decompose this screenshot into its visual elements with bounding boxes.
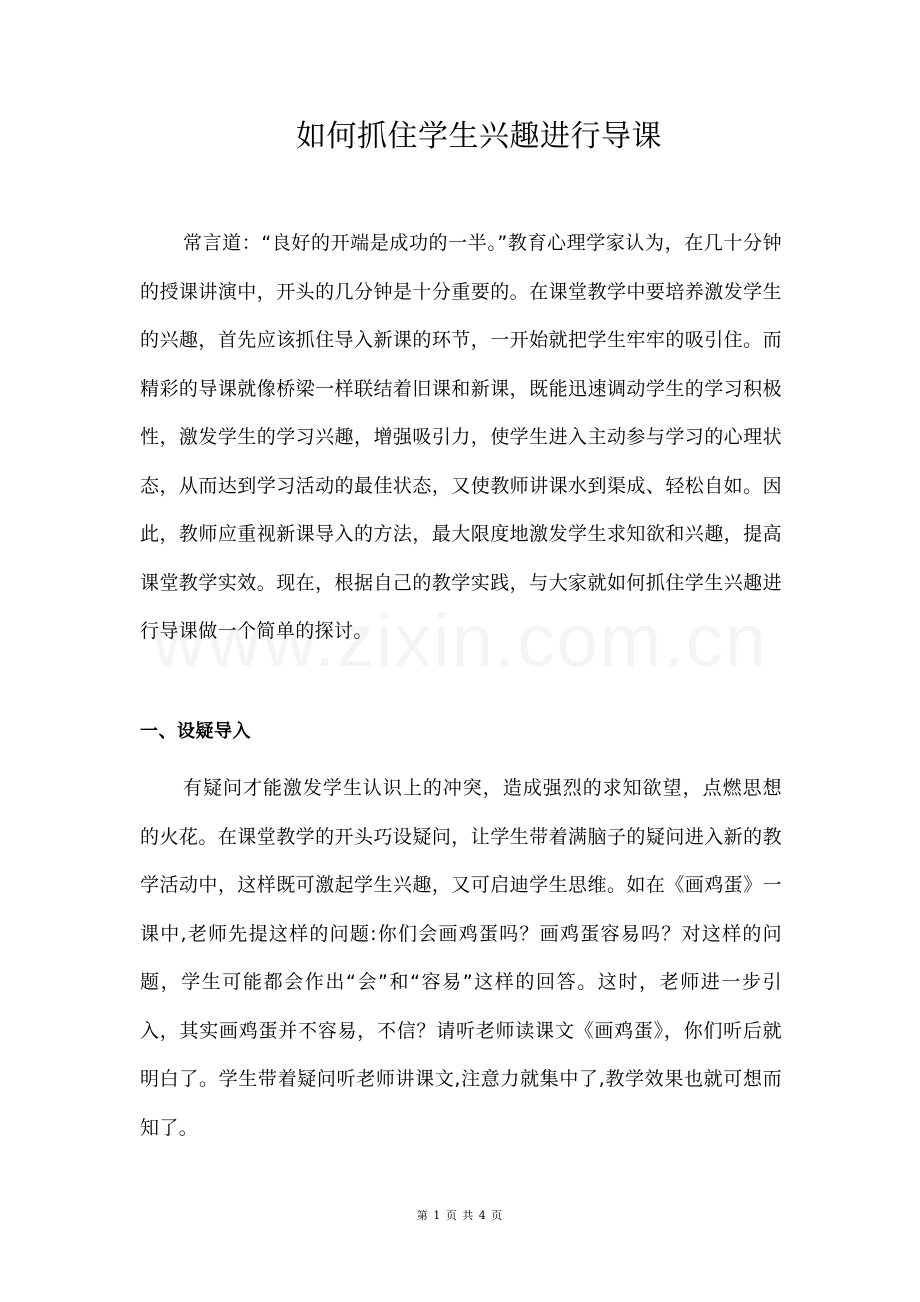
intro-paragraph: 常言道：“良好的开端是成功的一半。”教育心理学家认为，在几十分钟的授课讲演中，开头的几分钟是十分重要的。在课堂教学中要培养激发学生的兴趣，首先应该抓住导入新课的环节，一开始就把学生牢牢的吸引住。而精彩的导课就像桥梁一样联结着旧课和新课，既能迅速调动学生的学习积极性，激发学生的学习兴趣，增强吸引力，使学生进入主动参与学习的心理状态，从而达到学习活动的最佳状态，又使教师讲课水到渠成、轻松自如。因此，教师应重视新课导入的方法，最大限度地激发学生求知欲和兴趣，提高课堂教学实效。现在，根据自己的教学实践，与大家就如何抓住学生兴趣进行导课做一个简单的探讨。 bbox=[140, 232, 782, 642]
page-footer: 第 1 页 共 4 页 bbox=[416, 1209, 504, 1222]
section-heading: 一、设疑导入 bbox=[140, 721, 251, 742]
section-paragraph: 有疑问才能激发学生认识上的冲突，造成强烈的求知欲望，点燃思想的火花。在课堂教学的开头巧设疑问，让学生带着满脑子的疑问进入新的教学活动中，这样既可激起学生兴趣，又可启迪学生思维。如在《画鸡蛋》一课中,老师先提这样的问题:你们会画鸡蛋吗？画鸡蛋容易吗？对这样的问题，学生可能都会作出“会”和“容易”这样的回答。这时，老师进一步引入，其实画鸡蛋并不容易，不信？请听老师读课文《画鸡蛋》，你们听后就明白了。学生带着疑问听老师讲课文,注意力就集中了,教学效果也就可想而知了。 bbox=[140, 777, 782, 1139]
document-title: 如何抓住学生兴趣进行导课 bbox=[296, 119, 662, 154]
